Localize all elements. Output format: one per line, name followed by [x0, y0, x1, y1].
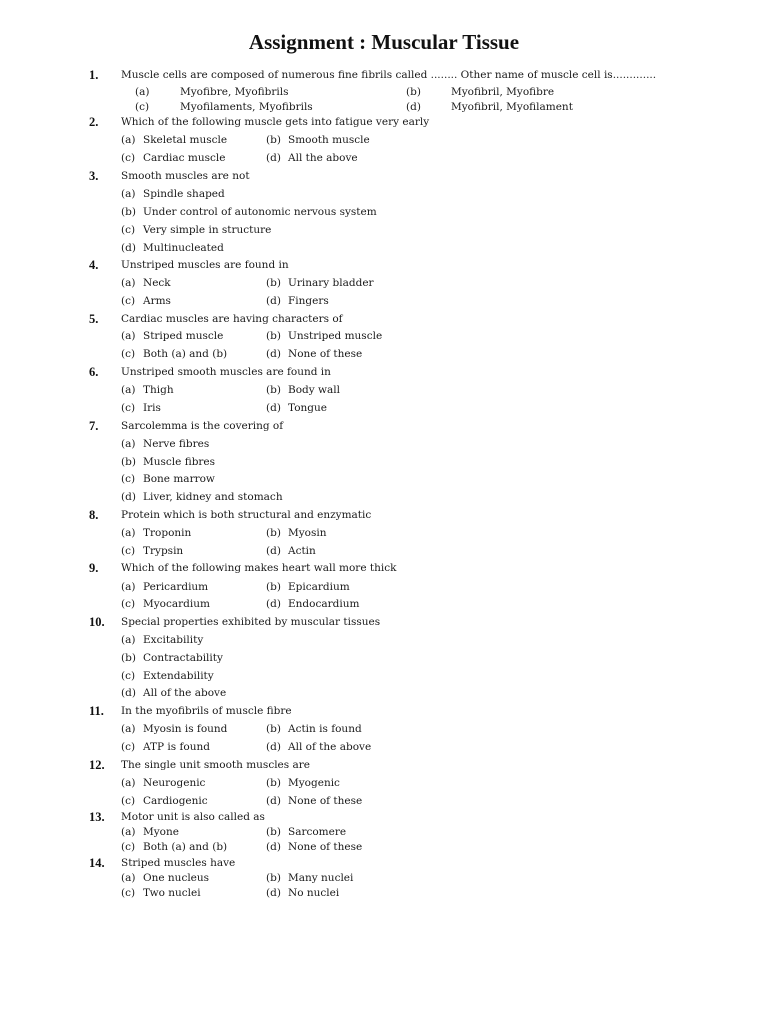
option-text: Troponin	[143, 527, 192, 539]
option-text: Two nuclei	[143, 887, 201, 899]
option	[121, 581, 208, 593]
option	[266, 795, 362, 807]
question-text: Unstriped smooth muscles are found in	[121, 366, 331, 378]
option-text: Multinucleated	[143, 242, 224, 254]
option-text: Myofibril, Myofilament	[451, 101, 573, 113]
option-label: (b)	[266, 527, 281, 539]
option	[121, 348, 227, 360]
option-label: (b)	[121, 206, 136, 218]
option-text: All of the above	[143, 687, 227, 699]
option	[121, 598, 210, 610]
option	[121, 723, 227, 735]
page-title: Assignment : Muscular Tissue	[248, 30, 520, 54]
option-text: Thigh	[143, 384, 174, 396]
option	[266, 348, 362, 360]
option-label: (a)	[121, 384, 136, 396]
option-text: Myone	[143, 826, 179, 838]
option-text: Myosin is found	[143, 723, 228, 735]
option	[121, 841, 227, 853]
option-label: (c)	[121, 402, 136, 414]
question-number: 6.	[89, 365, 99, 379]
option	[121, 134, 227, 146]
option-label: (b)	[406, 86, 421, 98]
option	[121, 152, 225, 164]
option	[121, 491, 283, 503]
option-text: Spindle shaped	[143, 188, 225, 200]
question-text: Striped muscles have	[121, 857, 236, 869]
option-label: (c)	[121, 295, 136, 307]
option-label: (b)	[266, 330, 281, 342]
option	[121, 741, 210, 753]
option	[121, 330, 223, 342]
question-number: 9.	[89, 561, 99, 575]
option	[121, 652, 223, 664]
option	[406, 101, 573, 113]
option-label: (b)	[266, 384, 281, 396]
option-label: (c)	[121, 887, 136, 899]
option	[266, 152, 358, 164]
option-label: (a)	[121, 277, 136, 289]
option-text: Neck	[143, 277, 171, 289]
option-text: Iris	[143, 402, 161, 414]
option-label: (a)	[121, 134, 136, 146]
option	[121, 687, 226, 699]
option-label: (b)	[266, 277, 281, 289]
option	[135, 86, 289, 98]
option-label: (a)	[121, 777, 136, 789]
option-text: Myofilaments, Myofibrils	[180, 101, 313, 113]
option-label: (d)	[121, 242, 136, 254]
option-text: Excitability	[143, 634, 204, 646]
option-label: (c)	[135, 101, 150, 113]
option-text: ATP is found	[143, 741, 210, 753]
question-text: The single unit smooth muscles are	[121, 759, 310, 771]
option-text: Muscle fibres	[143, 456, 216, 468]
option-text: Fingers	[288, 295, 329, 307]
option-text: Extendability	[143, 670, 214, 682]
option	[266, 598, 359, 610]
option-label: (b)	[121, 652, 136, 664]
option	[121, 887, 201, 899]
option	[121, 224, 271, 236]
option-text: Sarcomere	[288, 826, 347, 838]
option-label: (a)	[135, 86, 150, 98]
option-label: (d)	[406, 101, 421, 113]
question-number: 13.	[89, 810, 105, 824]
option-label: (a)	[121, 634, 136, 646]
option	[266, 723, 362, 735]
option-text: Urinary bladder	[288, 277, 374, 289]
option	[121, 188, 225, 200]
option	[121, 826, 179, 838]
option-text: Actin is found	[288, 723, 362, 735]
question-number: 4.	[89, 258, 99, 272]
option-text: Myosin	[288, 527, 327, 539]
option	[121, 402, 161, 414]
option-text: None of these	[288, 348, 363, 360]
option-text: Trypsin	[143, 545, 184, 557]
question-text: Unstriped muscles are found in	[121, 259, 289, 271]
option	[121, 670, 214, 682]
option	[121, 384, 174, 396]
option-label: (d)	[266, 841, 281, 853]
option	[266, 581, 350, 593]
question-text: Which of the following makes heart wall more thick	[121, 562, 397, 574]
option-text: None of these	[288, 841, 363, 853]
option-label: (a)	[121, 723, 136, 735]
option-text: Tongue	[288, 402, 327, 414]
question-number: 12.	[89, 758, 105, 772]
option-label: (d)	[266, 795, 281, 807]
question-text: Cardiac muscles are having characters of	[121, 313, 343, 325]
option-text: Both (a) and (b)	[143, 841, 228, 853]
option-label: (d)	[266, 887, 281, 899]
question-number: 14.	[89, 856, 105, 870]
option-text: Cardiac muscle	[143, 152, 226, 164]
option	[121, 795, 208, 807]
question-number: 10.	[89, 615, 105, 629]
option	[266, 384, 340, 396]
option-text: None of these	[288, 795, 363, 807]
option-label: (c)	[121, 473, 136, 485]
option-label: (c)	[121, 598, 136, 610]
option-label: (c)	[121, 348, 136, 360]
question-text: Motor unit is also called as	[121, 811, 265, 823]
question-number: 7.	[89, 419, 99, 433]
option-text: Body wall	[288, 384, 340, 396]
question-number: 5.	[89, 312, 99, 326]
option-label: (b)	[266, 826, 281, 838]
option-label: (a)	[121, 188, 136, 200]
option-text: All the above	[288, 152, 358, 164]
question-text: Sarcolemma is the covering of	[121, 420, 284, 432]
option	[121, 527, 191, 539]
option-label: (d)	[266, 152, 281, 164]
option	[266, 777, 340, 789]
option	[121, 473, 215, 485]
option-label: (a)	[121, 527, 136, 539]
option-label: (a)	[121, 330, 136, 342]
option	[121, 872, 209, 884]
option-text: Neurogenic	[143, 777, 206, 789]
option-text: Striped muscle	[143, 330, 224, 342]
option-label: (b)	[121, 456, 136, 468]
option-text: Pericardium	[143, 581, 209, 593]
option-label: (a)	[121, 581, 136, 593]
option-text: Nerve fibres	[143, 438, 210, 450]
option	[121, 456, 215, 468]
option	[121, 545, 183, 557]
question-text: Muscle cells are composed of numerous fine fibrils called ........ Other name of muscle cell is.............	[121, 69, 657, 81]
option-text: Arms	[143, 295, 171, 307]
option-text: Myofibre, Myofibrils	[180, 86, 289, 98]
option-label: (d)	[266, 598, 281, 610]
option	[266, 134, 370, 146]
question-text: Which of the following muscle gets into fatigue very early	[121, 116, 430, 128]
option-text: Myogenic	[288, 777, 340, 789]
option	[266, 872, 353, 884]
question-number: 1.	[89, 68, 99, 82]
option	[266, 402, 327, 414]
option	[121, 438, 209, 450]
option	[121, 634, 203, 646]
option-label: (c)	[121, 670, 136, 682]
option-text: Actin	[288, 545, 316, 557]
question-number: 8.	[89, 508, 99, 522]
option	[266, 295, 329, 307]
option-label: (b)	[266, 723, 281, 735]
option-text: Liver, kidney and stomach	[143, 491, 283, 503]
question-number: 11.	[89, 704, 104, 718]
option	[406, 86, 554, 98]
option	[135, 101, 313, 113]
option-label: (b)	[266, 872, 281, 884]
option-label: (c)	[121, 152, 136, 164]
option	[266, 545, 316, 557]
option	[121, 242, 224, 254]
option-text: Myofibril, Myofibre	[451, 86, 555, 98]
option-text: Contractability	[143, 652, 223, 664]
option	[121, 777, 205, 789]
option-text: Skeletal muscle	[143, 134, 228, 146]
option-text: Bone marrow	[143, 473, 215, 485]
option-label: (d)	[121, 687, 136, 699]
question-text: Special properties exhibited by muscular tissues	[121, 616, 381, 628]
question-number: 2.	[89, 115, 99, 129]
option-text: Both (a) and (b)	[143, 348, 228, 360]
option-label: (d)	[266, 402, 281, 414]
option-label: (d)	[266, 295, 281, 307]
option-text: Many nuclei	[288, 872, 354, 884]
option-text: Epicardium	[288, 581, 350, 593]
option	[266, 841, 362, 853]
option	[266, 741, 371, 753]
option	[121, 295, 171, 307]
option-label: (a)	[121, 826, 136, 838]
question-number: 3.	[89, 169, 99, 183]
option-label: (d)	[121, 491, 136, 503]
option-label: (d)	[266, 741, 281, 753]
option	[266, 277, 374, 289]
question-text: Protein which is both structural and enzymatic	[121, 509, 372, 521]
option-label: (c)	[121, 741, 136, 753]
option-label: (b)	[266, 581, 281, 593]
option	[266, 887, 339, 899]
option-label: (b)	[266, 134, 281, 146]
option-label: (b)	[266, 777, 281, 789]
option-label: (c)	[121, 545, 136, 557]
option	[266, 330, 382, 342]
option-text: Very simple in structure	[143, 224, 272, 236]
question-text: In the myofibrils of muscle fibre	[121, 705, 292, 717]
option-label: (d)	[266, 348, 281, 360]
option	[266, 826, 346, 838]
option	[121, 277, 171, 289]
option-label: (d)	[266, 545, 281, 557]
option-text: One nucleus	[143, 872, 210, 884]
option	[266, 527, 327, 539]
option-label: (a)	[121, 438, 136, 450]
option-label: (c)	[121, 795, 136, 807]
option	[121, 206, 377, 218]
option-label: (c)	[121, 841, 136, 853]
option-text: Endocardium	[288, 598, 360, 610]
option-text: Unstriped muscle	[288, 330, 383, 342]
option-label: (c)	[121, 224, 136, 236]
question-text: Smooth muscles are not	[121, 170, 250, 182]
option-text: Under control of autonomic nervous system	[143, 206, 377, 218]
option-text: Smooth muscle	[288, 134, 370, 146]
option-text: All of the above	[288, 741, 372, 753]
option-text: No nuclei	[288, 887, 340, 899]
option-text: Cardiogenic	[143, 795, 208, 807]
option-label: (a)	[121, 872, 136, 884]
option-text: Myocardium	[143, 598, 210, 610]
